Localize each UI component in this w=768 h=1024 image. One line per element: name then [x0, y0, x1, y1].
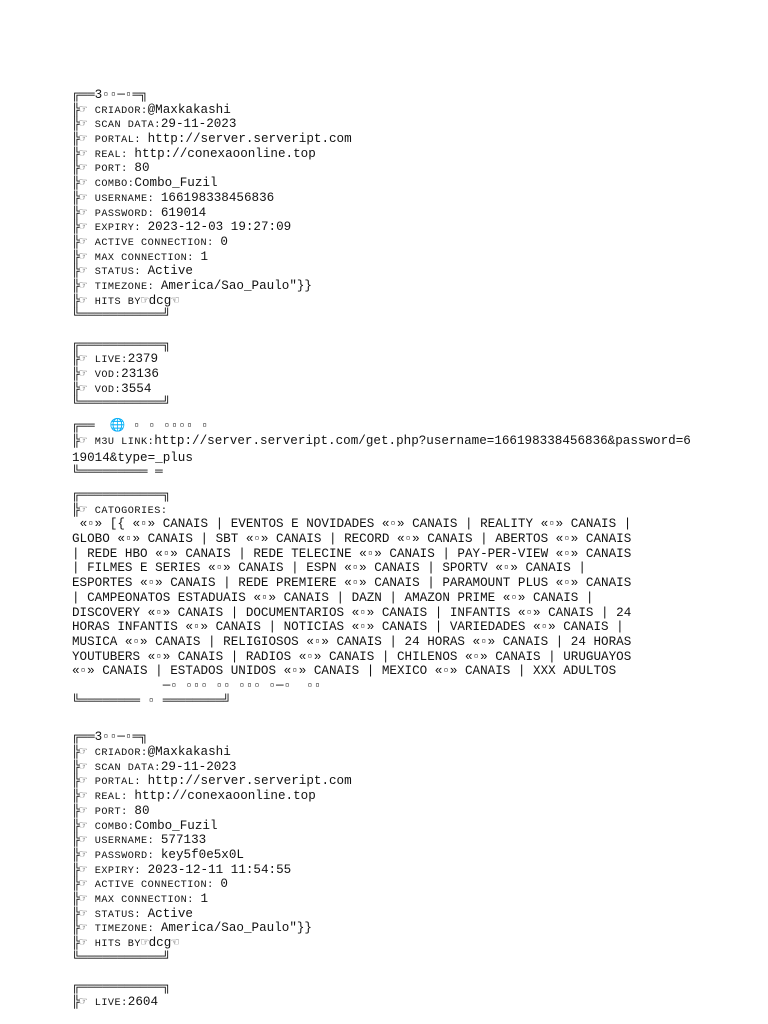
line-prefix: ╠☞ [72, 994, 95, 1009]
line-prefix: ╠☞ [72, 220, 95, 235]
info-line-expiry [72, 220, 696, 235]
field-value: @Maxkakashi [147, 745, 231, 760]
field-value: ☞dcg☜ [141, 936, 179, 951]
field-value: America/Sao_Paulo"}} [160, 921, 312, 936]
field-label: LIVE: [94, 355, 128, 367]
field-label: VOD: [94, 384, 122, 396]
info-line-combo [72, 819, 696, 834]
info-line-criador [72, 103, 696, 118]
field-value: 2023-12-03 19:27:09 [147, 220, 292, 235]
info-line-criador [72, 745, 696, 760]
field-value: http://conexaoonline.top [134, 789, 316, 804]
line-prefix: ╠☞ [72, 833, 95, 848]
line-prefix: ╠☞ [72, 891, 95, 906]
field-label: PASSWORD: [94, 850, 161, 862]
m3u-link-box [72, 419, 696, 480]
line-prefix: ╠☞ [72, 146, 95, 161]
field-label: CRIADOR: [94, 105, 148, 117]
content-count-box [72, 338, 696, 411]
line-prefix: ╠☞ [72, 249, 95, 264]
field-label: MAX CONNECTION: [94, 894, 201, 906]
box-bottom-border: ╚═══════════╝ [72, 396, 171, 411]
field-label: REAL: [94, 792, 135, 804]
field-value: Combo_Fuzil [134, 818, 218, 833]
line-prefix: ╠☞ [72, 205, 95, 220]
field-value: 2023-12-11 11:54:55 [147, 862, 292, 877]
line-prefix: ╠☞ [72, 102, 95, 117]
field-label: USERNAME: [94, 193, 161, 205]
line-prefix: ╠☞ [72, 433, 95, 448]
field-label: SCAN DATA: [94, 762, 161, 774]
field-value: 80 [134, 161, 150, 176]
info-line-max-connection [72, 250, 696, 265]
line-prefix: ╠☞ [72, 759, 95, 774]
count-line-live [72, 352, 696, 367]
categories-footer-glyphs: ─▫ ▫▫▫ ▫▫ ▫▫▫ ▫─▫ ▫▫ [72, 679, 322, 694]
info-line-real [72, 147, 696, 162]
field-value: 80 [134, 803, 150, 818]
m3u-link-label: M3U LINK: [94, 436, 155, 448]
info-line-timezone [72, 279, 696, 294]
info-line-port [72, 161, 696, 176]
hit-info-box [72, 88, 696, 323]
field-value: 29-11-2023 [160, 759, 237, 774]
field-label: SCAN DATA: [94, 120, 161, 132]
field-label: PASSWORD: [94, 208, 161, 220]
field-value: 2379 [127, 352, 159, 367]
field-label: MAX CONNECTION: [94, 252, 201, 264]
line-prefix: ╠☞ [72, 745, 95, 760]
info-line-username [72, 833, 696, 848]
field-value: America/Sao_Paulo"}} [160, 278, 312, 293]
info-line-max-connection [72, 892, 696, 907]
field-value: @Maxkakashi [147, 102, 231, 117]
field-label: REAL: [94, 149, 135, 161]
info-line-scan-data [72, 117, 696, 132]
field-value: 3554 [121, 381, 152, 396]
info-line-hits-by [72, 294, 696, 309]
field-value: 619014 [160, 205, 207, 220]
line-prefix: ╠☞ [72, 234, 95, 249]
field-value: Active [147, 264, 193, 279]
line-prefix: ╠☞ [72, 877, 95, 892]
field-label: USERNAME: [94, 836, 161, 848]
line-prefix: ╠☞ [72, 818, 95, 833]
field-value: http://server.serveript.com [147, 774, 352, 789]
categories-label-line [72, 503, 696, 518]
box-bottom-border: ╚═══════════╝ [72, 308, 171, 323]
line-prefix: ╠☞ [72, 264, 95, 279]
field-label: STATUS: [94, 267, 148, 279]
spacer [72, 480, 696, 488]
box-top-border: ╔═══════════╗ [72, 980, 171, 995]
field-value: 1 [200, 891, 209, 906]
field-value: Combo_Fuzil [134, 176, 218, 191]
line-prefix: ╠☞ [72, 803, 95, 818]
line-prefix: ╠☞ [72, 278, 95, 293]
box-bottom-border: ╚═══════════╝ [72, 950, 171, 965]
info-line-port [72, 804, 696, 819]
spacer [72, 323, 696, 338]
line-prefix: ╠☞ [72, 117, 95, 132]
field-value: 166198338456836 [160, 190, 275, 205]
field-label: COMBO: [94, 821, 135, 833]
line-prefix: ╠☞ [72, 352, 95, 367]
field-label: COMBO: [94, 179, 135, 191]
field-value: 1 [200, 249, 209, 264]
field-label: PORTAL: [94, 777, 148, 789]
line-prefix: ╠☞ [72, 921, 95, 936]
categories-list: «▫» [{ «▫» CANAIS | EVENTOS E NOVIDADES «▫» CANAIS | REALITY «▫» CANAIS | GLOBO «▫» CANAIS | SBT «▫» CANAIS | RECORD «▫» CANAIS | ABERTOS «▫» CANAIS | REDE HBO «▫» CANAIS | REDE TELECINE «▫» CANAIS | PAY-PER-VIEW «▫» CANAIS | FILMES E SERIES «▫» CANAIS | ESPN «▫» CANAIS | SPORTV «▫» CANAIS | ESPORTES «▫» CANAIS | REDE PREMIERE «▫» CANAIS | PARAMOUNT PLUS «▫» CANAIS | CAMPEONATOS ESTADUAIS «▫» CANAIS | DAZN | AMAZON PRIME «▫» CANAIS | DISCOVERY «▫» CANAIS | DOCUMENTARIOS «▫» CANAIS | INFANTIS «▫» CANAIS | 24 HORAS INFANTIS «▫» CANAIS | NOTICIAS «▫» CANAIS | VARIEDADES «▫» CANAIS | MUSICA «▫» CANAIS | RELIGIOSOS «▫» CANAIS | 24 HORAS «▫» CANAIS | 24 HORAS YOUTUBERS «▫» CANAIS | RADIOS «▫» CANAIS | CHILENOS «▫» CANAIS | URUGUAYOS «▫» CANAIS | ESTADOS UNIDOS «▫» CANAIS | MEXICO «▫» CANAIS | XXX ADULTOS [72, 517, 639, 679]
hit-info-lines [72, 103, 696, 309]
info-line-scan-data [72, 760, 696, 775]
line-prefix: ╠☞ [72, 381, 95, 396]
categories-label: CATOGORIES: [94, 505, 168, 517]
box-top-border: ╔══ 🌐 ▫ ▫ ▫▫▫▫ ▫ [72, 419, 209, 434]
m3u-link-line [0, 434, 696, 465]
spacer [72, 411, 696, 419]
count-line-live [72, 995, 696, 1010]
field-value: 0 [220, 877, 228, 892]
info-line-active-connection [72, 235, 696, 250]
field-value: http://conexaoonline.top [134, 146, 316, 161]
info-line-status [72, 264, 696, 279]
info-line-real [72, 789, 696, 804]
info-line-portal [72, 132, 696, 147]
box-top-border: ╔══3▫▫─▫═╗ [72, 88, 148, 102]
field-label: TIMEZONE: [94, 281, 161, 293]
m3u-link-url[interactable]: http://server.serveript.com/get.php?username=166198338456836&password=619014&type=_plus [72, 433, 691, 465]
field-label: STATUS: [94, 909, 148, 921]
box-bottom-border: ╚════════ ▫ ════════╝ [72, 693, 231, 708]
line-prefix: ╠☞ [72, 789, 95, 804]
field-label: PORT: [94, 164, 135, 176]
categories-box [72, 488, 696, 708]
content-count-box-2 [72, 980, 696, 1009]
line-prefix: ╠☞ [72, 367, 95, 382]
box-top-border: ╔══3▫▫─▫═╗ [72, 730, 148, 745]
field-value: key5f0e5x0L [160, 847, 244, 862]
field-label: PORTAL: [94, 135, 148, 147]
field-value: 23136 [121, 367, 159, 382]
info-line-username [72, 191, 696, 206]
field-value: 0 [220, 234, 228, 249]
field-value: 577133 [160, 833, 207, 848]
field-label: HITS BY [94, 296, 141, 308]
field-label: LIVE: [94, 997, 128, 1009]
line-prefix: ╠☞ [72, 936, 95, 951]
field-label: HITS BY [94, 939, 141, 951]
field-value: ☞dcg☜ [141, 293, 179, 308]
info-line-portal [72, 774, 696, 789]
box-top-border: ╔═══════════╗ [72, 337, 171, 352]
spacer [72, 965, 696, 980]
hit-info-box-2 [72, 730, 696, 965]
info-line-status [72, 907, 696, 922]
field-label: PORT: [94, 806, 135, 818]
line-prefix: ╠☞ [72, 502, 95, 517]
count-line-vod [72, 367, 696, 382]
line-prefix: ╠☞ [72, 774, 95, 789]
info-line-password [72, 848, 696, 863]
field-value: Active [147, 906, 193, 921]
line-prefix: ╠☞ [72, 293, 95, 308]
line-prefix: ╠☞ [72, 906, 95, 921]
info-line-active-connection [72, 877, 696, 892]
line-prefix: ╠☞ [72, 847, 95, 862]
field-value: http://server.serveript.com [147, 132, 352, 147]
count-line-series [72, 382, 696, 397]
line-prefix: ╠☞ [72, 176, 95, 191]
line-prefix: ╠☞ [72, 190, 95, 205]
field-label: ACTIVE CONNECTION: [94, 237, 221, 249]
line-prefix: ╠☞ [72, 132, 95, 147]
field-label: ACTIVE CONNECTION: [94, 880, 221, 892]
line-prefix: ╠☞ [72, 862, 95, 877]
info-line-expiry [72, 863, 696, 878]
field-value: 29-11-2023 [160, 117, 237, 132]
field-label: EXPIRY: [94, 865, 148, 877]
field-value: 2604 [127, 994, 159, 1009]
info-line-combo [72, 176, 696, 191]
field-label: EXPIRY: [94, 223, 148, 235]
spacer [72, 708, 696, 730]
box-top-border: ╔═══════════╗ [72, 487, 171, 502]
info-line-password [72, 206, 696, 221]
info-line-timezone [72, 921, 696, 936]
field-label: CRIADOR: [94, 748, 148, 760]
field-label: TIMEZONE: [94, 924, 161, 936]
field-label: VOD: [94, 370, 122, 382]
info-line-hits-by [72, 936, 696, 951]
line-prefix: ╠☞ [72, 161, 95, 176]
box-bottom-border: ╚═════════ ═ [72, 465, 163, 480]
